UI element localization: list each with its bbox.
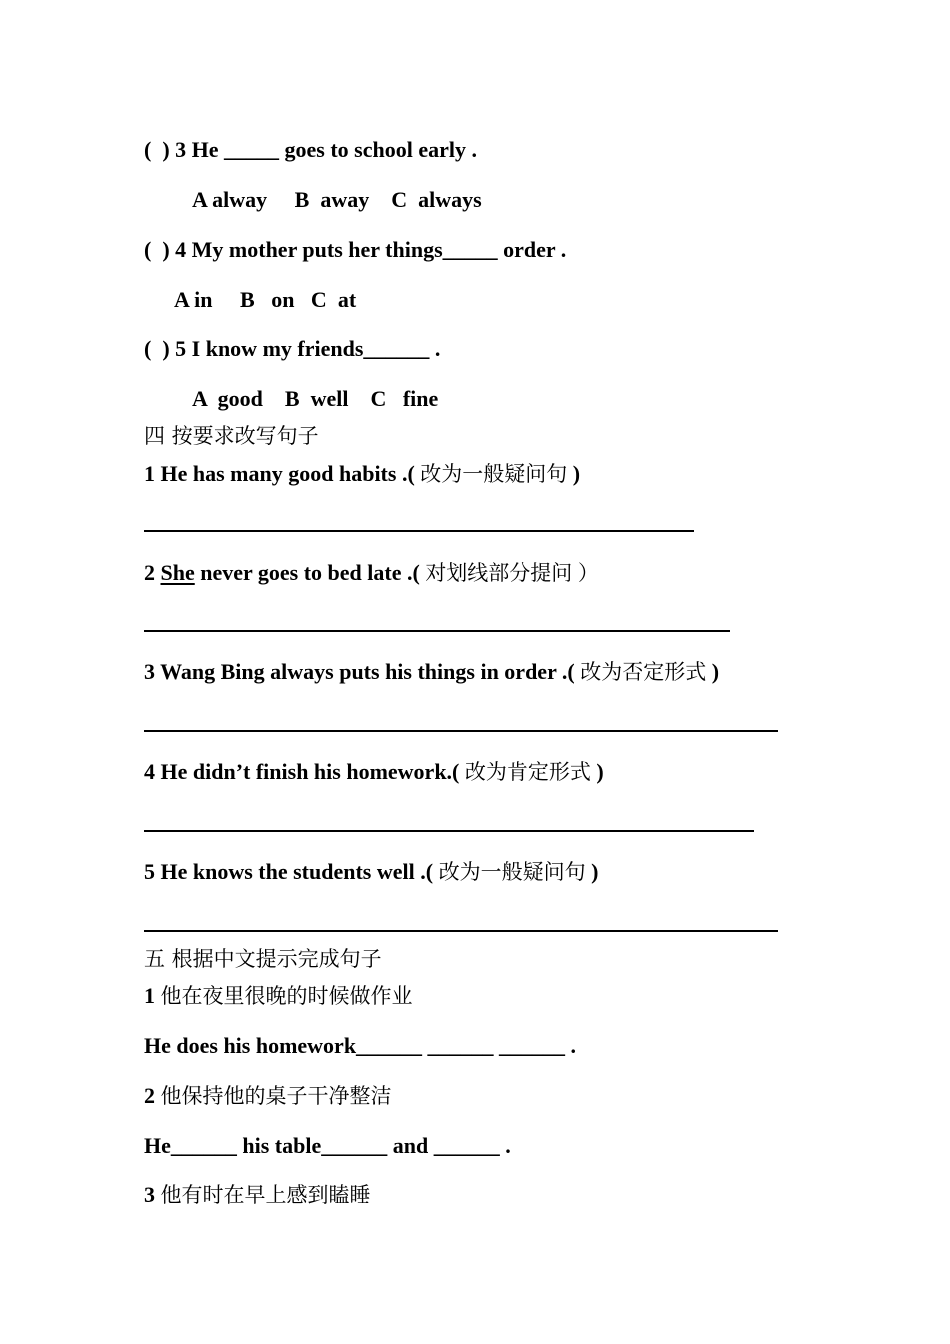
rewrite-item-4 <box>144 759 604 785</box>
item-sentence: He knows the students well .( <box>160 859 434 884</box>
item-close: ） <box>577 561 599 585</box>
item-close: ) <box>711 659 720 684</box>
translate-item-3-chinese <box>144 1182 371 1208</box>
translate-item-2-chinese <box>144 1083 392 1109</box>
item-instruction: 对划线部分提问 <box>425 561 573 585</box>
translate-item-1-english: He does his homework______ ______ ______ . <box>144 1033 577 1058</box>
question-3-options: A alway B away C always <box>192 187 482 212</box>
rewrite-item-3 <box>144 659 719 685</box>
item-number: 4 <box>144 759 155 784</box>
item-sentence: Wang Bing always puts his things in order .( <box>160 659 575 684</box>
item-sentence: He has many good habits .( <box>160 461 415 486</box>
question-3-stem: ( ) 3 He _____ goes to school early . <box>144 137 477 162</box>
translate-item-2-english: He______ his table______ and ______ . <box>144 1133 511 1158</box>
answer-line-4[interactable] <box>144 830 754 832</box>
underlined-word: She <box>160 560 195 585</box>
item-instruction: 改为一般疑问句 <box>438 860 586 884</box>
item-close: ) <box>572 461 581 486</box>
rewrite-item-5 <box>144 859 598 885</box>
item-number: 5 <box>144 859 155 884</box>
item-chinese: 他有时在早上感到瞌睡 <box>160 1183 371 1207</box>
item-instruction: 改为一般疑问句 <box>420 462 568 486</box>
answer-line-1[interactable] <box>144 530 694 532</box>
answer-line-2[interactable] <box>144 630 730 632</box>
item-close: ) <box>596 759 604 784</box>
item-number: 2 <box>144 1083 155 1108</box>
answer-line-3[interactable] <box>144 730 778 732</box>
item-number: 3 <box>144 1182 155 1207</box>
question-4-options: A in B on C at <box>174 287 357 312</box>
rewrite-item-1 <box>144 461 580 487</box>
question-5-options: A good B well C fine <box>192 386 439 411</box>
item-instruction: 改为肯定形式 <box>464 760 591 784</box>
question-4-stem: ( ) 4 My mother puts her things_____ order . <box>144 237 567 262</box>
rewrite-item-2 <box>144 560 599 586</box>
item-number: 3 <box>144 659 155 684</box>
item-number: 1 <box>144 461 155 486</box>
translate-item-1-chinese <box>144 983 413 1009</box>
item-chinese: 他在夜里很晚的时候做作业 <box>160 984 413 1008</box>
item-number: 2 <box>144 560 155 585</box>
section-5-heading: 五 根据中文提示完成句子 <box>144 947 382 971</box>
question-5-stem: ( ) 5 I know my friends______ . <box>144 336 441 361</box>
item-instruction: 改为否定形式 <box>580 660 707 684</box>
item-close: ) <box>591 859 599 884</box>
item-number: 1 <box>144 983 155 1008</box>
answer-line-5[interactable] <box>144 930 778 932</box>
section-4-heading: 四 按要求改写句子 <box>144 424 319 448</box>
item-sentence: He didn’t finish his homework.( <box>160 759 460 784</box>
item-sentence: never goes to bed late .( <box>200 560 420 585</box>
item-chinese: 他保持他的桌子干净整洁 <box>160 1084 392 1108</box>
